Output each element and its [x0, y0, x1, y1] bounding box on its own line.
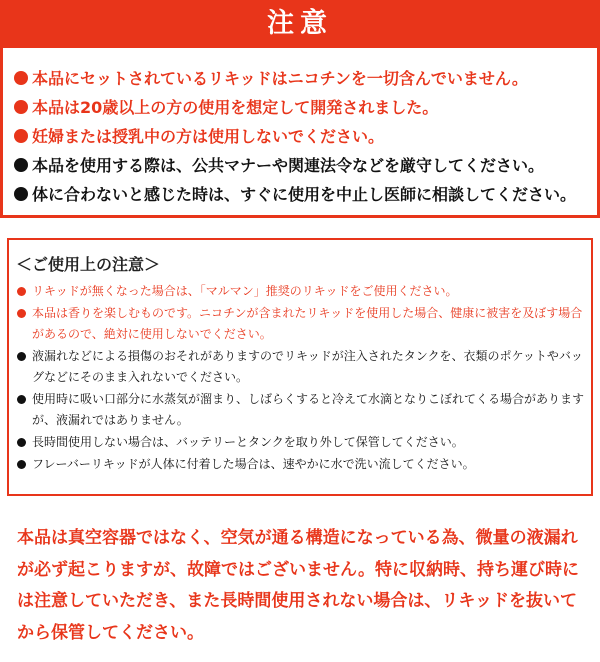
usage-notice-item — [17, 281, 589, 302]
main-notice-text: 本品を使用する際は、公共マナーや関連法令などを厳守してください。 — [32, 156, 545, 175]
usage-notice-text: フレーバーリキッドが人体に付着した場合は、速やかに水で洗い流してください。 — [32, 457, 475, 471]
main-notice-text: 本品にセットされているリキッドはニコチンを一切含んでいません。 — [32, 69, 528, 88]
usage-notice-item — [17, 346, 589, 388]
main-notice-item — [14, 121, 590, 150]
bullet-icon — [17, 438, 26, 447]
bullet-icon — [17, 395, 26, 404]
main-notice-item — [14, 92, 590, 121]
bullet-icon — [17, 460, 26, 469]
usage-notice-item — [17, 432, 589, 453]
bullet-icon — [17, 352, 26, 361]
main-notice-text: 妊婦または授乳中の方は使用しないでください。 — [32, 127, 385, 146]
bullet-icon — [14, 129, 28, 143]
usage-notice-text: 液漏れなどによる損傷のおそれがありますのでリキッドが注入されたタンクを、衣類のポケットやバッグなどにそのまま入れないでください。 — [32, 349, 583, 384]
bullet-icon — [14, 158, 28, 172]
bullet-icon — [14, 100, 28, 114]
main-notice-list — [14, 63, 590, 208]
usage-notice-item — [17, 389, 589, 431]
main-notice-text: 本品は20歳以上の方の使用を想定して開発されました。 — [32, 98, 439, 117]
usage-notice-item — [17, 454, 589, 475]
usage-notice-text: 本品は香りを楽しむものです。ニコチンが含まれたリキッドを使用した場合、健康に被害を及ぼす場合があるので、絶対に使用しないでください。 — [32, 306, 583, 341]
page-title: 注意 — [267, 8, 333, 39]
usage-notice-item — [17, 303, 589, 345]
bullet-icon — [14, 71, 28, 85]
bullet-icon — [17, 287, 26, 296]
usage-notice-text: 使用時に吸い口部分に水蒸気が溜まり、しばらくすると冷えて水滴となりこぼれてくる場合がありますが、液漏れではありません。 — [32, 392, 585, 427]
main-notice-item — [14, 179, 590, 208]
main-notice-item — [14, 150, 590, 179]
bullet-icon — [14, 187, 28, 201]
bullet-icon — [17, 309, 26, 318]
main-notice-item — [14, 63, 590, 92]
footer-note: 本品は真空容器ではなく、空気が通る構造になっている為、微量の液漏れが必ず起こりますが、故障ではございません。特に収納時、持ち運び時には注意していただき、また長時間使用されない場合は、リキッドを抜いてから保管してください。 — [17, 528, 580, 643]
usage-notice-title: ＜ご使用上の注意＞ — [16, 255, 161, 274]
main-notice-text: 体に合わないと感じた時は、すぐに使用を中止し医師に相談してください。 — [32, 185, 577, 204]
usage-notice-text: 長時間使用しない場合は、バッテリーとタンクを取り外して保管してください。 — [32, 435, 464, 449]
usage-notice-text: リキッドが無くなった場合は、「マルマン」推奨のリキッドをご使用ください。 — [32, 284, 458, 298]
usage-notice-list — [17, 281, 589, 476]
